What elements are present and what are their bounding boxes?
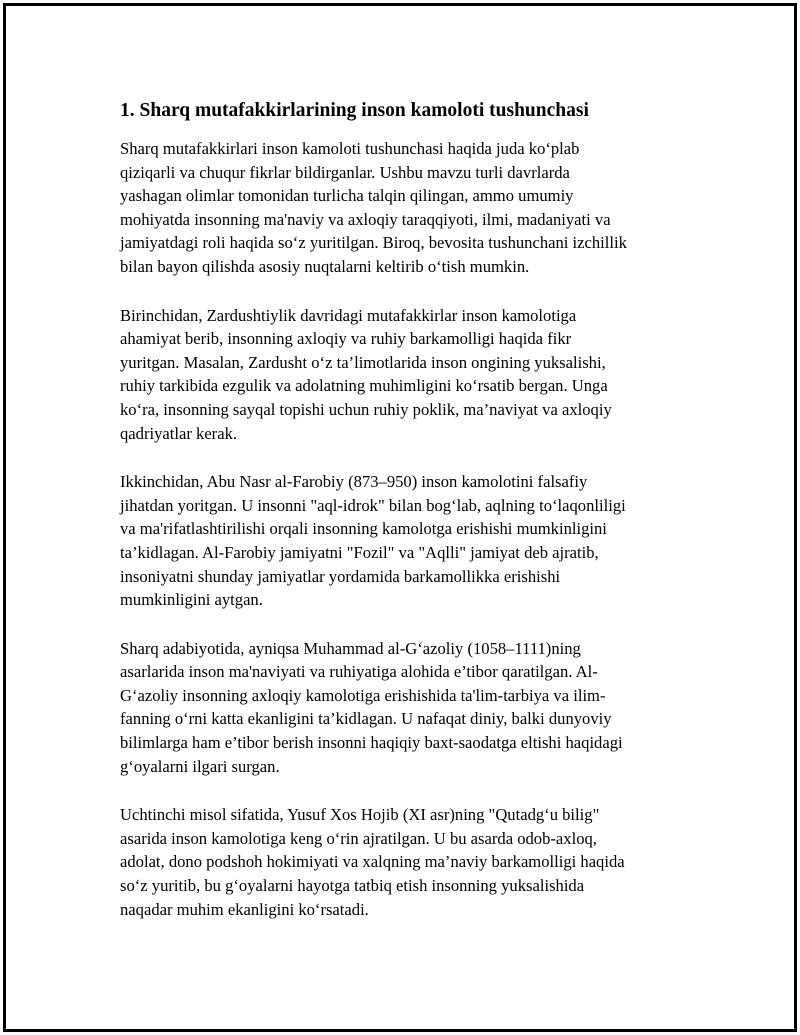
text-line: bilan bayon qilishda asosiy nuqtalarni keltirib oʻtish mumkin. [120,256,530,276]
text-line: asarida inson kamolotiga keng oʻrin ajratilgan. U bu asarda odob-axloq, [120,828,597,848]
text-line: Sharq adabiyotida, ayniqsa Muhammad al-Gʻazoliy (1058–1111)ning [120,638,581,658]
text-line: fanning oʻrni katta ekanligini ta’kidlagan. U nafaqat diniy, balki dunyoviy [120,709,612,729]
text-line: ruhiy tarkibida ezgulik va adolatning muhimligini koʻrsatib bergan. Unga [120,376,608,396]
text-line: Ikkinchidan, Abu Nasr al-Farobiy (873–950) inson kamolotini falsafiy [120,472,588,492]
text-line: soʻz yuritib, bu gʻoyalarni hayotga tatbiq etish insonning yuksalishida [120,876,585,896]
text-line: insoniyatni shunday jamiyatlar yordamida barkamollikka erishishi [120,566,561,586]
text-line: asarlarida inson ma'naviyati va ruhiyatiga alohida e’tibor qaratilgan. Al- [120,662,598,682]
text-line: Gʻazoliy insonning axloqiy kamolotiga erishishida ta'lim-tarbiya va ilim- [120,685,606,705]
text-line: Sharq mutafakkirlari inson kamoloti tushunchasi haqida juda koʻplab [120,139,580,158]
text-line: ta’kidlagan. Al-Farobiy jamiyatni "Fozil" va "Aqlli" jamiyat deb ajratib, [120,542,599,562]
text-line: gʻoyalarni ilgari surgan. [120,756,280,776]
text-line: mohiyatda insonning ma'naviy va axloqiy taraqqiyoti, ilmi, madaniyati va [120,209,611,229]
paragraph-intro [120,137,690,279]
text-line: koʻra, insonning sayqal topishi uchun ruhiy poklik, ma’naviyat va axloqiy [120,399,612,419]
text-line: jamiyatdagi roli haqida soʻz yuritilgan. Biroq, bevosita tushunchani izchillik [120,233,627,253]
text-line: Uchtinchi misol sifatida, Yusuf Xos Hojib (XI asr)ning "Qutadgʻu bilig" [120,805,600,825]
text-line: adolat, dono podshoh hokimiyati va xalqning ma’naviy barkamolligi haqida [120,852,625,872]
text-line: qiziqarli va chuqur fikrlar bildirganlar. Ushbu mavzu turli davrlarda [120,162,570,182]
document-body [120,98,690,946]
text-line: naqadar muhim ekanligini koʻrsatadi. [120,899,369,919]
text-line: va ma'rifatlashtirilishi orqali insonning kamolotga erishishi mumkinligini [120,519,607,539]
text-line: jihatdan yoritgan. U insonni "aql-idrok" bilan bogʻlab, aqlning toʻlaqonliligi [120,495,626,515]
text-line: yuritgan. Masalan, Zardusht oʻz ta’limotlarida inson ongining yuksalishi, [120,352,606,372]
paragraph-zoroastrian [120,304,690,446]
section-title: 1. Sharq mutafakkirlarining inson kamoloti tushunchasi [120,100,589,121]
text-line: yashagan olimlar tomonidan turlicha talqin qilingan, ammo umumiy [120,186,574,206]
text-line: ahamiyat berib, insonning axloqiy va ruhiy barkamolligi haqida fikr [120,329,572,349]
text-line: Birinchidan, Zardushtiylik davridagi mutafakkirlar inson kamolotiga [120,305,577,325]
paragraph-farabi [120,470,690,612]
text-line: mumkinligini aytgan. [120,590,263,610]
text-line: qadriyatlar kerak. [120,423,238,443]
paragraph-yusuf-xos-hojib [120,803,690,921]
text-line: bilimlarga ham e’tibor berish insonni haqiqiy baxt-saodatga eltishi haqidagi [120,733,623,753]
paragraph-ghazali [120,637,690,779]
page-frame [3,3,797,1032]
